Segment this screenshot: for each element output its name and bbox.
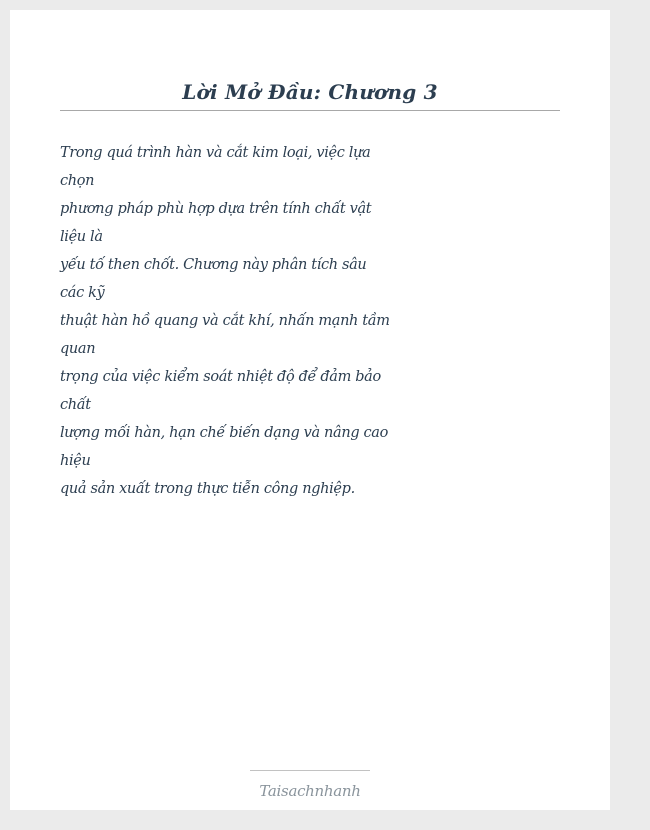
paragraph-line: phương pháp phù hợp dựa trên tính chất vật: [60, 201, 372, 217]
paragraph-line: lượng mối hàn, hạn chế biến dạng và nâng cao: [60, 425, 388, 441]
paragraph-line: liệu là: [60, 229, 103, 245]
paragraph-line: quan: [60, 341, 96, 357]
paragraph-line: chọn: [60, 173, 95, 189]
paragraph-line: trọng của việc kiểm soát nhiệt độ để đảm bảo: [60, 369, 381, 385]
paragraph-line: chất: [60, 397, 91, 413]
footer-brand: Taisachnhanh: [259, 782, 361, 800]
paragraph-line: các kỹ: [60, 285, 105, 301]
footer-divider: [250, 770, 370, 771]
paragraph-line: yếu tố then chốt. Chương này phân tích sâu: [60, 257, 367, 273]
document-page: [10, 10, 610, 810]
paragraph-line: quả sản xuất trong thực tiễn công nghiệp.: [60, 481, 355, 497]
paragraph-line: hiệu: [60, 453, 91, 469]
paragraph-line: Trong quá trình hàn và cắt kim loại, việc lựa: [60, 145, 371, 161]
body-paragraph: [60, 139, 390, 503]
page-title: Lời Mở Đầu: Chương 3: [182, 80, 438, 104]
paragraph-line: thuật hàn hồ quang và cắt khí, nhấn mạnh tầm: [60, 313, 390, 329]
title-divider: [60, 110, 560, 111]
